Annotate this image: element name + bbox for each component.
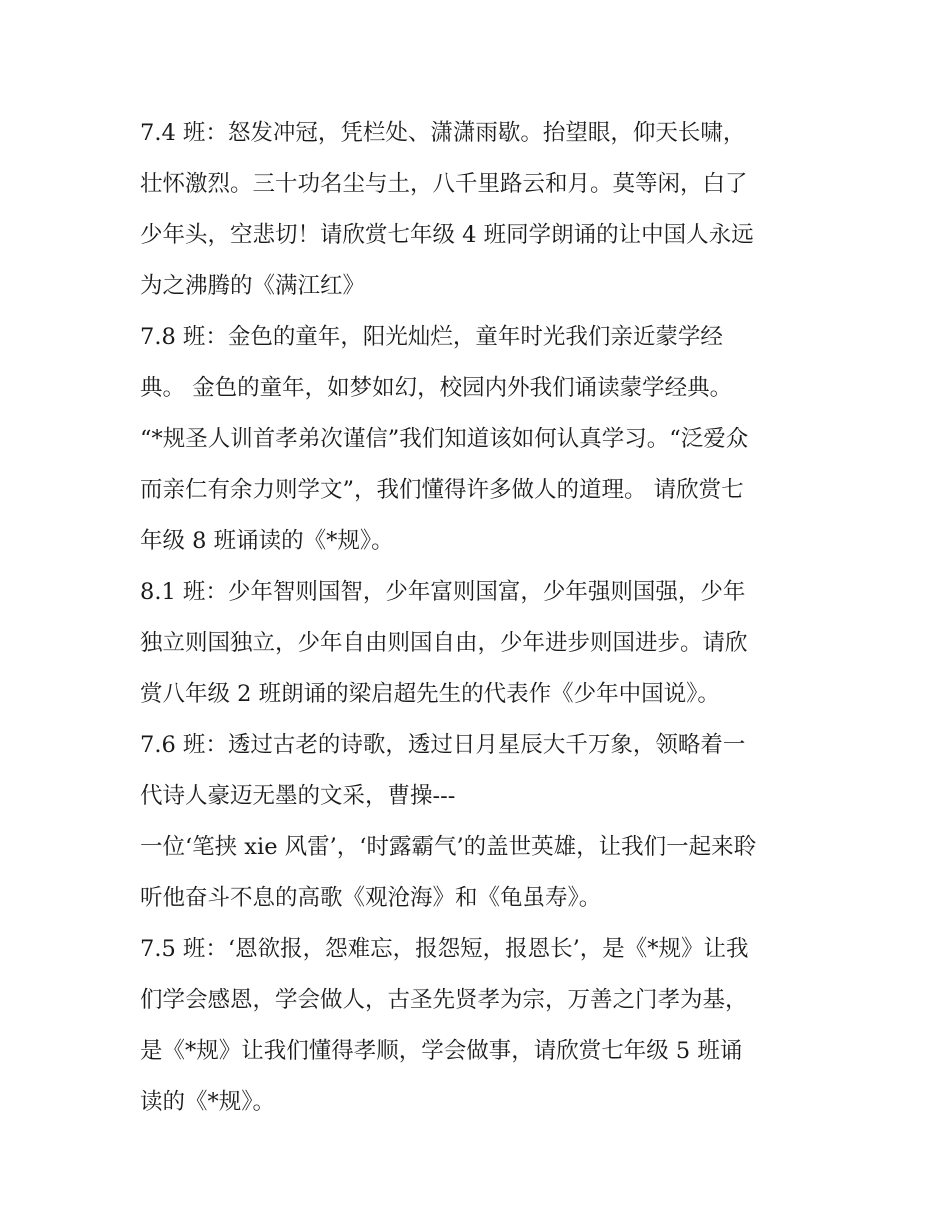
text-line: 8.1 班：少年智则国智，少年富则国富，少年强则国强，少年 (140, 579, 746, 605)
text-line: 7.8 班：金色的童年，阳光灿烂，童年时光我们亲近蒙学经 (140, 324, 723, 350)
text-line: 是《*规》让我们懂得孝顺，学会做事，请欣赏七年级 5 班诵 (140, 1038, 743, 1064)
text-line: 代诗人豪迈无墨的文采，曹操--- (140, 783, 456, 809)
text-line: 7.5 班：‘恩欲报，怨难忘，报怨短，报恩长’，是《*规》让我 (140, 936, 749, 962)
text-line: 为之沸腾的《满江红》 (140, 273, 366, 299)
text-line: 7.4 班：怒发冲冠，凭栏处、潇潇雨歇。抬望眼，仰天长啸， (140, 120, 746, 146)
text-line: 而亲仁有余力则学文”，我们懂得许多做人的道理。 请欣赏七 (140, 477, 744, 503)
text-line: “*规圣人训首孝弟次谨信”我们知道该如何认真学习。“泛爱众 (140, 426, 749, 452)
text-line: 少年头，空悲切！请欣赏七年级 4 班同学朗诵的让中国人永远 (140, 222, 754, 248)
document-body (140, 108, 820, 1128)
text-line: 读的《*规》。 (140, 1089, 276, 1115)
text-line: 们学会感恩，学会做人，古圣先贤孝为宗，万善之门孝为基， (140, 987, 748, 1013)
text-line: 一位‘笔挟 xie 风雷’，‘时露霸气’的盖世英雄，让我们一起来聆 (140, 834, 757, 860)
text-line: 听他奋斗不息的高歌《观沧海》和《龟虽寿》。 (140, 885, 602, 911)
text-line: 壮怀激烈。三十功名尘与土，八千里路云和月。莫等闲，白了 (140, 171, 748, 197)
text-line: 典。 金色的童年，如梦如幻，校园内外我们诵读蒙学经典。 (140, 375, 733, 401)
text-line: 赏八年级 2 班朗诵的梁启超先生的代表作《少年中国说》。 (140, 681, 720, 707)
text-line: 年级 8 班诵读的《*规》。 (140, 528, 394, 554)
text-line: 独立则国独立，少年自由则国自由，少年进步则国进步。请欣 (140, 630, 748, 656)
text-line: 7.6 班：透过古老的诗歌，透过日月星辰大千万象，领略着一 (140, 732, 746, 758)
